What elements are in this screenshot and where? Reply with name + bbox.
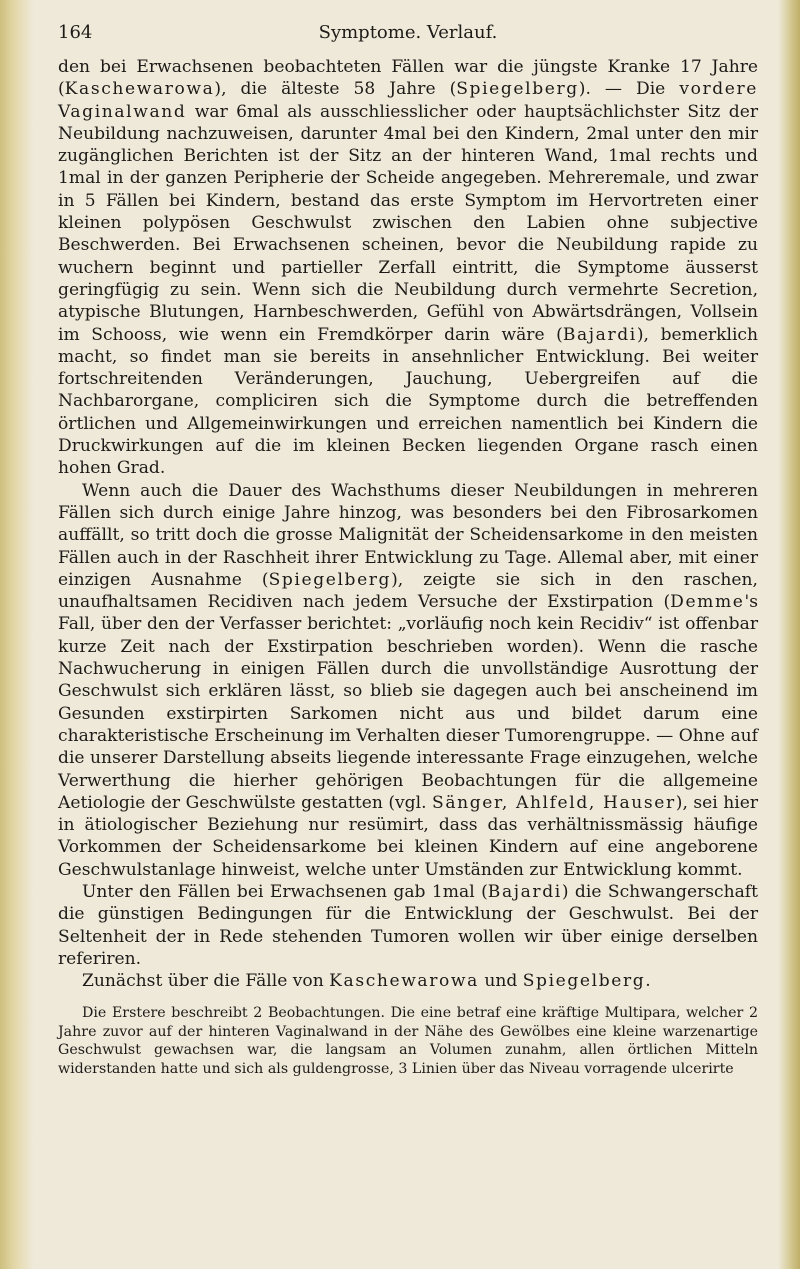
spaced-name: Spiegelberg [268,569,392,590]
scan-edge-left [0,0,34,1269]
running-title: Symptome. Verlauf. [318,22,498,43]
spaced-name: Spiegelberg [456,79,579,100]
spaced-name: vordere Vaginalwand [58,79,758,122]
spaced-name: Kaschewarowa [64,79,215,100]
body-text [58,56,758,992]
small-print-paragraph: Die Erstere beschreibt 2 Beobachtungen. Die eine betraf eine kräftige Multipara, welcher 2 Jahre zuvor auf der hinteren Vaginalwand in der Nähe des Gewölbes eine kleine warzenartige Geschwulst gewachsen war, die langsam an Volumen zunahm, allen örtlichen Mitteln widerstanden hatte und sich als guldengrosse, 3 Linien über das Niveau vorragende ulcerirte [58,1005,758,1077]
paragraph: Zunächst über die Fälle von Kaschewarowa und Spiegelberg. [82,971,651,992]
spaced-name: Sänger, Ahlfeld, Hauser [432,792,676,813]
paragraph: Unter den Fällen bei Erwachsenen gab 1mal (Bajardi) die Schwangerschaft die günstigen Bedingungen für die Entwicklung der Geschwulst. Bei der Seltenheit der in Rede stehenden Tumoren wollen wir über einige derselben referiren. [58,881,758,969]
spaced-name: Bajardi [487,881,562,902]
running-head [58,22,758,56]
paragraph: den bei Erwachsenen beobachteten Fällen war die jüngste Kranke 17 Jahre (Kaschewarowa), die älteste 58 Jahre (Spiegelberg). — Die vordere Vaginalwand war 6mal als ausschliesslicher oder hauptsächlichster Sitz der Neubildung nachzuweisen, darunter 4mal bei den Kindern, 2mal unter den mir zugänglichen Berichten ist der Sitz an der hinteren Wand, 1mal rechts und 1mal in der ganzen Peripherie der Scheide angegeben. Mehreremale, und zwar in 5 Fällen bei Kindern, bestand das erste Symptom im Hervortreten einer kleinen polypösen Geschwulst zwischen den Labien ohne subjective Beschwerden. Bei Erwachsenen scheinen, bevor die Neubildung rapide zu wuchern beginnt und partieller Zerfall eintritt, die Symptome äusserst geringfügig zu sein. Wenn sich die Neubildung durch vermehrte Secretion, atypische Blutungen, Harnbeschwerden, Gefühl von Abwärtsdrängen, Vollsein im Schooss, wie wenn ein Fremdkörper darin wäre (Bajardi), bemerklich macht, so findet man sie bereits in ansehnlicher Entwicklung. Bei weiter fortschreitenden Veränderungen, Jauchung, Uebergreifen auf die Nachbarorgane, compliciren sich die Symptome durch die betreffenden örtlichen und Allgemeinwirkungen und erreichen namentlich bei Kindern die Druckwirkungen auf die im kleinen Becken liegenden Organe rasch einen hohen Grad. [58,57,758,479]
small-print-section [58,1004,758,1078]
book-page [58,22,758,1252]
scan-edge-right [778,0,800,1269]
spaced-name: Spiegelberg [522,971,646,992]
page-number: 164 [58,22,93,43]
spaced-name: Bajardi [562,324,637,345]
paragraph: Wenn auch die Dauer des Wachsthums dieser Neubildungen in mehreren Fällen sich durch einige Jahre hinzog, was besonders bei den Fibrosarkomen auffällt, so tritt doch die grosse Malignität der Scheidensarkome in den meisten Fällen auch in der Raschheit ihrer Entwicklung zu Tage. Allemal aber, mit einer einzigen Ausnahme (Spiegelberg), zeigte sie sich in den raschen, unaufhaltsamen Recidiven nach jedem Versuche der Exstirpation (Demme's Fall, über den der Verfasser berichtet: „vorläufig noch kein Recidiv“ ist offenbar kurze Zeit nach der Exstirpation beschrieben worden). Wenn die rasche Nachwucherung in einigen Fällen durch die unvollständige Ausrottung der Geschwulst sich erklären lässt, so blieb sie dagegen auch bei anscheinend im Gesunden exstirpirten Sarkomen nicht aus und bildet darum eine charakteristische Erscheinung im Verhalten dieser Tumorengruppe. — Ohne auf die unserer Darstellung abseits liegende interessante Frage einzugehen, welche Verwerthung die hierher gehörigen Beobachtungen für die allgemeine Aetiologie der Geschwülste gestatten (vgl. Sänger, Ahlfeld, Hauser), sei hier in ätiologischer Beziehung nur resümirt, dass das verhältnissmässig häufige Vorkommen der Scheidensarkome bei kleinen Kindern auf eine angeborene Geschwulstanlage hinweist, welche unter Umständen zur Entwicklung kommt. [58,480,758,880]
spaced-name: Demme [670,592,745,613]
spaced-name: Kaschewarowa [329,971,479,992]
